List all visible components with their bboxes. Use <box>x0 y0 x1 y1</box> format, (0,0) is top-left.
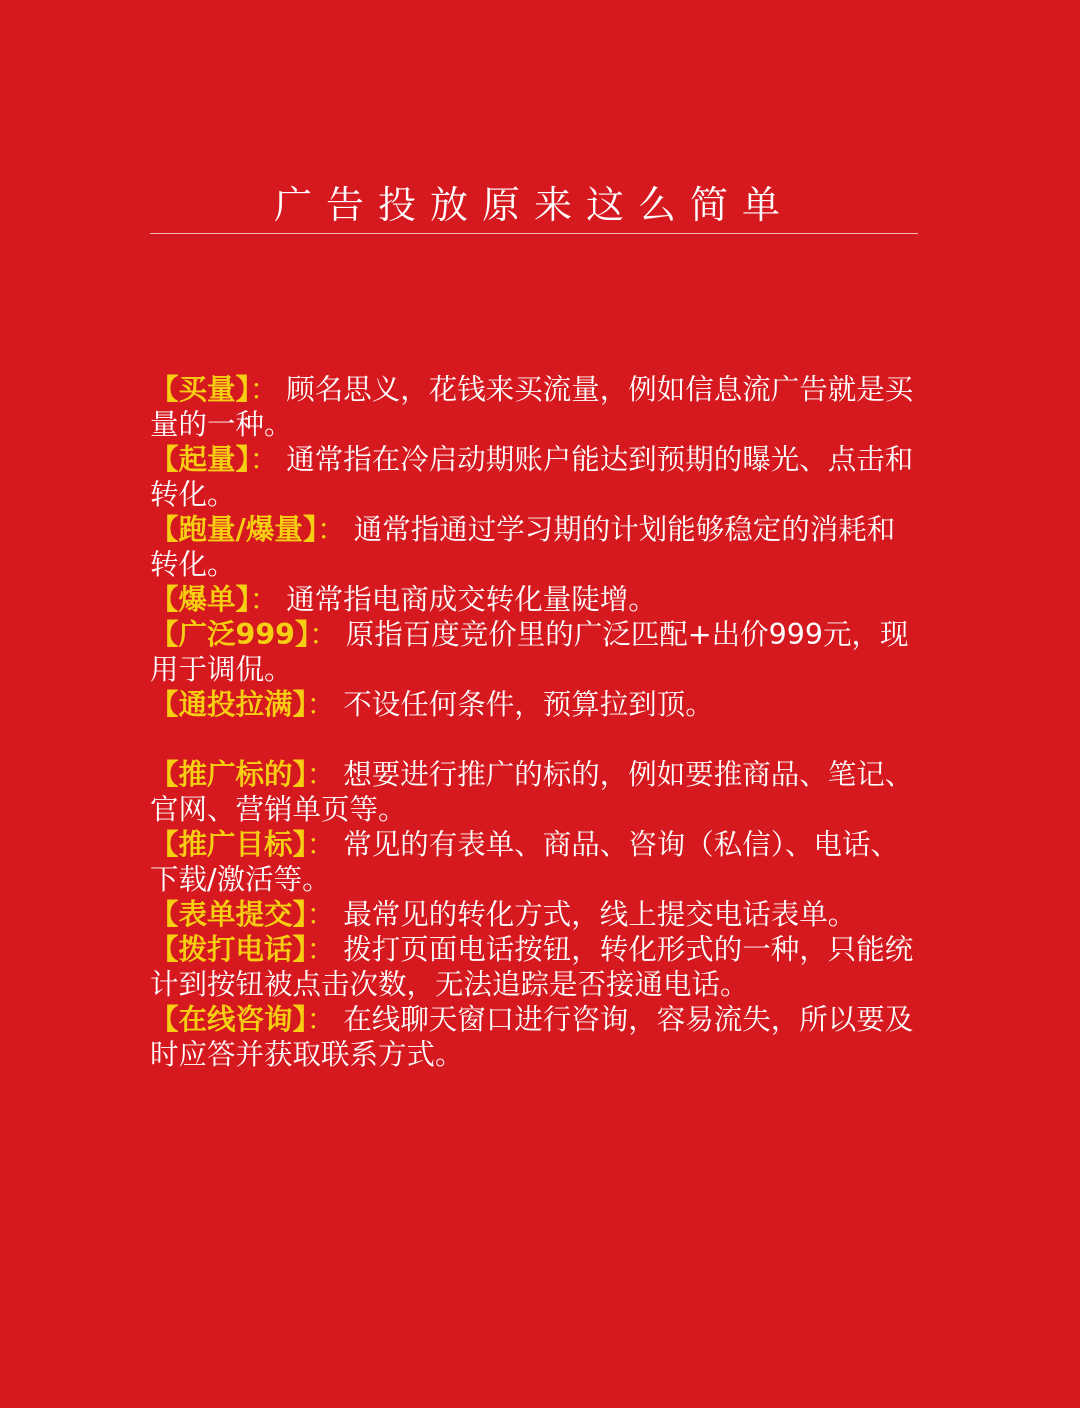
glossary-term: 【推广标的】 <box>150 758 307 791</box>
glossary-colon: ： <box>317 513 346 546</box>
glossary-entry <box>150 512 915 582</box>
glossary-colon: ： <box>306 898 336 931</box>
glossary-definition: 拨打页面电话按钮，转化形式的一种，只能统计到按钮被点击次数，无法追踪是否接通电话。 <box>150 933 914 1001</box>
glossary-entry <box>150 582 915 617</box>
glossary-entry <box>150 827 915 897</box>
glossary-term: 【爆单】 <box>150 583 250 616</box>
glossary-colon: ： <box>249 583 279 616</box>
glossary-definition: 通常指电商成交转化量陡增。 <box>286 583 657 616</box>
glossary-colon: ： <box>249 373 279 406</box>
glossary-colon: ： <box>306 688 336 721</box>
glossary-definition: 不设任何条件，预算拉到顶。 <box>343 688 714 721</box>
glossary-definition: 最常见的转化方式，线上提交电话表单。 <box>343 898 857 931</box>
glossary-colon: ： <box>306 933 336 966</box>
glossary-entry <box>150 617 915 687</box>
glossary-term: 【起量】 <box>150 443 250 476</box>
glossary-entry <box>150 897 915 932</box>
glossary-term: 【在线咨询】 <box>150 1003 307 1036</box>
glossary <box>150 372 915 1072</box>
glossary-term: 【通投拉满】 <box>150 688 307 721</box>
glossary-entry <box>150 932 915 1002</box>
section-spacer <box>150 722 915 757</box>
glossary-definition: 在线聊天窗口进行咨询，容易流失，所以要及时应答并获取联系方式。 <box>150 1003 914 1071</box>
glossary-entry <box>150 687 915 722</box>
glossary-term: 【推广目标】 <box>150 828 307 861</box>
glossary-term: 【拨打电话】 <box>150 933 307 966</box>
glossary-definition: 顾名思义，花钱来买流量，例如信息流广告就是买量的一种。 <box>150 373 914 441</box>
glossary-entry <box>150 757 915 827</box>
page-title: 广告投放原来这么简单 <box>273 183 794 227</box>
glossary-definition: 想要进行推广的标的，例如要推商品、笔记、官网、营销单页等。 <box>150 758 914 826</box>
glossary-colon: ： <box>309 618 338 651</box>
glossary-definition: 通常指在冷启动期账户能达到预期的曝光、点击和转化。 <box>150 443 914 511</box>
glossary-colon: ： <box>306 828 336 861</box>
glossary-definition: 原指百度竞价里的广泛匹配+出价999元，现用于调侃。 <box>150 618 909 686</box>
glossary-definition: 常见的有表单、商品、咨询（私信）、电话、下载/激活等。 <box>150 828 900 896</box>
glossary-term: 【跑量/爆量】 <box>150 513 318 546</box>
glossary-term: 【广泛999】 <box>150 618 310 651</box>
glossary-term: 【买量】 <box>150 373 250 406</box>
glossary-entry <box>150 1002 915 1072</box>
glossary-entry <box>150 442 915 512</box>
glossary-colon: ： <box>249 443 279 476</box>
glossary-term: 【表单提交】 <box>150 898 307 931</box>
title-divider <box>150 233 918 234</box>
glossary-entry <box>150 372 915 442</box>
glossary-definition: 通常指通过学习期的计划能够稳定的消耗和转化。 <box>150 513 896 581</box>
glossary-colon: ： <box>306 1003 336 1036</box>
glossary-colon: ： <box>306 758 336 791</box>
